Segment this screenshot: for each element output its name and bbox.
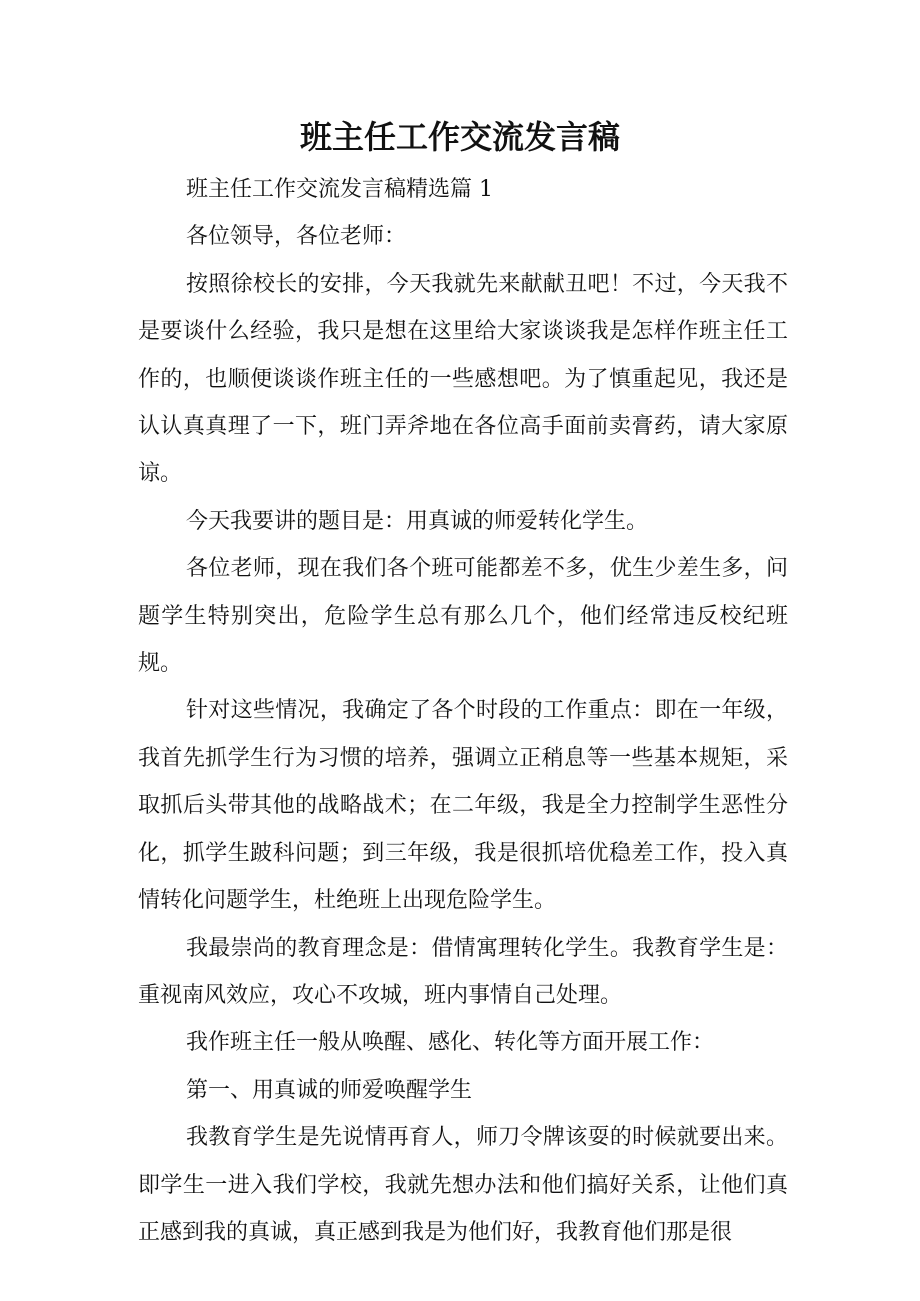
- paragraph: 我作班主任一般从唤醒、感化、转化等方面开展工作：: [186, 1030, 715, 1056]
- paragraph: 针对这些情况，我确定了各个时段的工作重点：即在一年级，我首先抓学生行为习惯的培养，强调立正稍息等一些基本规矩，采取抓后头带其他的战略战术；在二年级，我是全力控制学生恶性分化，抓学生跛科问题；到三年级，我是很抓培优稳差工作，投入真情转化问题学生，杜绝班上出现危险学生。: [138, 698, 788, 914]
- paragraph: 今天我要讲的题目是：用真诚的师爱转化学生。: [186, 508, 649, 534]
- paragraph: 我最崇尚的教育理念是：借情寓理转化学生。我教育学生是：重视南风效应，攻心不攻城，班内事情自己处理。: [138, 935, 788, 1008]
- document-body: [138, 166, 788, 1256]
- paragraph: 各位老师，现在我们各个班可能都差不多，优生少差生多，问题学生特别突出，危险学生总有那么几个，他们经常违反校纪班规。: [138, 556, 788, 677]
- paragraph: 按照徐校长的安排，今天我就先来献献丑吧！不过，今天我不是要谈什么经验，我只是想在这里给大家谈谈我是怎样作班主任工作的，也顺便谈谈作班主任的一些感想吧。为了慎重起见，我还是认认真真理了一下，班门弄斧地在各位高手面前卖膏药，请大家原谅。: [138, 271, 788, 487]
- paragraph: 我教育学生是先说情再育人，师刀令牌该耍的时候就要出来。即学生一进入我们学校，我就先想办法和他们搞好关系，让他们真正感到我的真诚，真正感到我是为他们好，我教育他们那是很: [138, 1125, 788, 1245]
- paragraph-subtitle: 班主任工作交流发言稿精选篇 1: [186, 177, 493, 202]
- document-title: 班主任工作交流发言稿: [299, 118, 620, 156]
- paragraph-greeting: 各位领导，各位老师：: [186, 224, 407, 250]
- section-heading: 第一、用真诚的师爱唤醒学生: [186, 1077, 473, 1103]
